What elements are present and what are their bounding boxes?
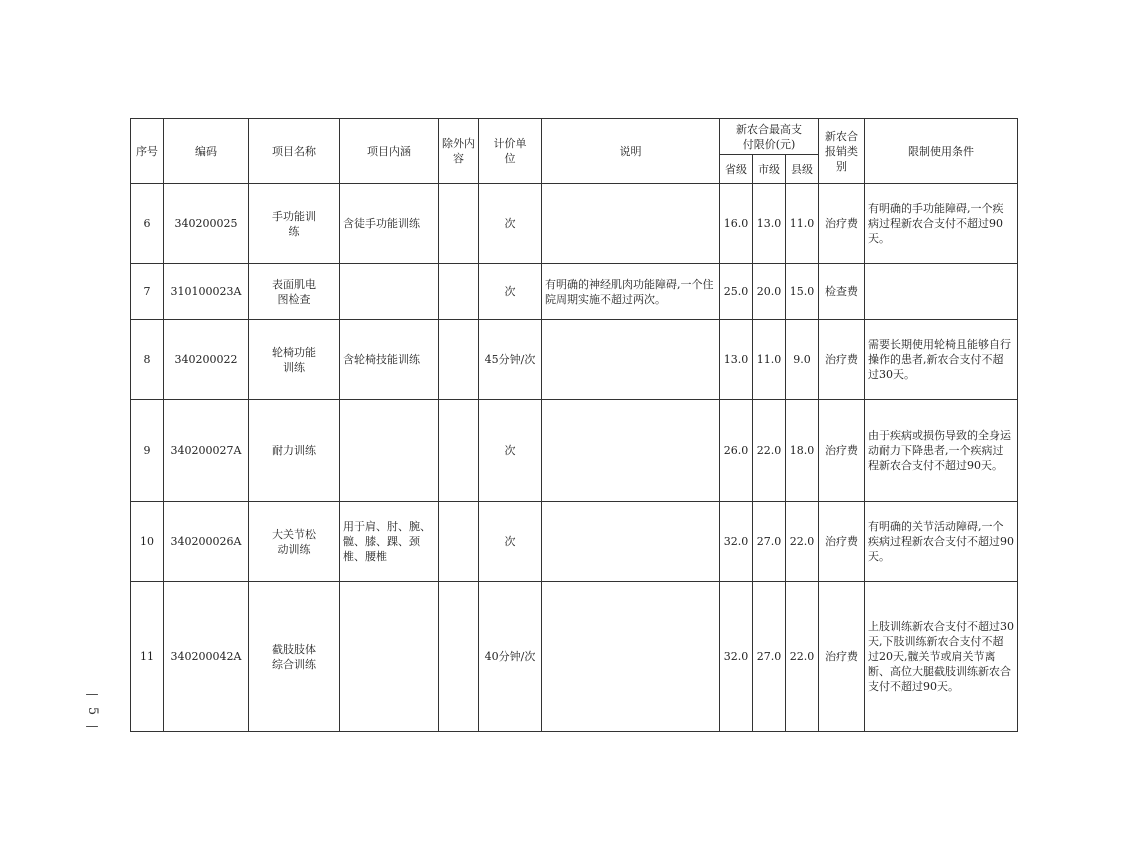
cell-note bbox=[542, 320, 720, 400]
cell-name: 耐力训练 bbox=[249, 400, 340, 502]
cell-code: 340200027A bbox=[164, 400, 249, 502]
cell-city: 22.0 bbox=[753, 400, 786, 502]
cell-content bbox=[340, 264, 439, 320]
header-restriction: 限制使用条件 bbox=[865, 119, 1018, 184]
cell-category: 检查费 bbox=[819, 264, 865, 320]
cell-city: 11.0 bbox=[753, 320, 786, 400]
cell-city: 20.0 bbox=[753, 264, 786, 320]
cell-seq: 8 bbox=[131, 320, 164, 400]
cell-county: 22.0 bbox=[786, 502, 819, 582]
cell-content bbox=[340, 582, 439, 732]
cell-province: 32.0 bbox=[720, 502, 753, 582]
cell-note bbox=[542, 502, 720, 582]
cell-note bbox=[542, 582, 720, 732]
header-category: 新农合报销类别 bbox=[819, 119, 865, 184]
cell-city: 13.0 bbox=[753, 184, 786, 264]
cell-name: 手功能训练 bbox=[249, 184, 340, 264]
cell-unit: 次 bbox=[479, 502, 542, 582]
cell-province: 13.0 bbox=[720, 320, 753, 400]
cell-province: 32.0 bbox=[720, 582, 753, 732]
table-row bbox=[131, 320, 1018, 400]
cell-seq: 10 bbox=[131, 502, 164, 582]
table-row bbox=[131, 264, 1018, 320]
cell-category: 治疗费 bbox=[819, 320, 865, 400]
cell-note bbox=[542, 400, 720, 502]
cell-exclusion bbox=[439, 184, 479, 264]
cell-restriction: 有明确的手功能障碍,一个疾病过程新农合支付不超过90天。 bbox=[865, 184, 1018, 264]
cell-county: 18.0 bbox=[786, 400, 819, 502]
table-row bbox=[131, 184, 1018, 264]
header-province: 省级 bbox=[720, 155, 753, 184]
cell-note bbox=[542, 184, 720, 264]
cell-unit: 次 bbox=[479, 400, 542, 502]
cell-name: 截肢肢体综合训练 bbox=[249, 582, 340, 732]
cell-category: 治疗费 bbox=[819, 502, 865, 582]
header-exclusion: 除外内容 bbox=[439, 119, 479, 184]
cell-restriction: 由于疾病或损伤导致的全身运动耐力下降患者,一个疾病过程新农合支付不超过90天。 bbox=[865, 400, 1018, 502]
cell-name: 轮椅功能训练 bbox=[249, 320, 340, 400]
cell-exclusion bbox=[439, 264, 479, 320]
cell-seq: 7 bbox=[131, 264, 164, 320]
header-county: 县级 bbox=[786, 155, 819, 184]
cell-seq: 9 bbox=[131, 400, 164, 502]
cell-province: 16.0 bbox=[720, 184, 753, 264]
header-name: 项目名称 bbox=[249, 119, 340, 184]
cell-unit: 次 bbox=[479, 184, 542, 264]
fee-table bbox=[130, 118, 1018, 732]
cell-name: 大关节松动训练 bbox=[249, 502, 340, 582]
cell-city: 27.0 bbox=[753, 502, 786, 582]
header-unit: 计价单位 bbox=[479, 119, 542, 184]
cell-exclusion bbox=[439, 320, 479, 400]
header-price-limit: 新农合最高支付限价(元) bbox=[720, 119, 819, 155]
cell-code: 340200025 bbox=[164, 184, 249, 264]
cell-province: 25.0 bbox=[720, 264, 753, 320]
cell-unit: 45分钟/次 bbox=[479, 320, 542, 400]
cell-content: 用于肩、肘、腕、髋、膝、踝、颈椎、腰椎 bbox=[340, 502, 439, 582]
cell-county: 9.0 bbox=[786, 320, 819, 400]
table-row bbox=[131, 582, 1018, 732]
cell-county: 11.0 bbox=[786, 184, 819, 264]
cell-seq: 6 bbox=[131, 184, 164, 264]
cell-note: 有明确的神经肌肉功能障碍,一个住院周期实施不超过两次。 bbox=[542, 264, 720, 320]
cell-code: 340200042A bbox=[164, 582, 249, 732]
cell-city: 27.0 bbox=[753, 582, 786, 732]
header-code: 编码 bbox=[164, 119, 249, 184]
page-dash-bottom: — bbox=[85, 719, 99, 734]
page-dash-top: — bbox=[85, 687, 99, 702]
cell-content: 含徒手功能训练 bbox=[340, 184, 439, 264]
page-number-value: 5 bbox=[85, 706, 100, 716]
cell-code: 340200022 bbox=[164, 320, 249, 400]
cell-content bbox=[340, 400, 439, 502]
header-note: 说明 bbox=[542, 119, 720, 184]
cell-unit: 次 bbox=[479, 264, 542, 320]
cell-restriction: 有明确的关节活动障碍,一个疾病过程新农合支付不超过90天。 bbox=[865, 502, 1018, 582]
cell-unit: 40分钟/次 bbox=[479, 582, 542, 732]
cell-seq: 11 bbox=[131, 582, 164, 732]
header-content: 项目内涵 bbox=[340, 119, 439, 184]
cell-restriction: 上肢训练新农合支付不超过30天,下肢训练新农合支付不超过20天,髋关节或肩关节离断、高位大腿截肢训练新农合支付不超过90天。 bbox=[865, 582, 1018, 732]
cell-category: 治疗费 bbox=[819, 184, 865, 264]
cell-category: 治疗费 bbox=[819, 400, 865, 502]
cell-content: 含轮椅技能训练 bbox=[340, 320, 439, 400]
cell-restriction bbox=[865, 264, 1018, 320]
header-seq: 序号 bbox=[131, 119, 164, 184]
cell-county: 15.0 bbox=[786, 264, 819, 320]
header-city: 市级 bbox=[753, 155, 786, 184]
cell-exclusion bbox=[439, 502, 479, 582]
cell-restriction: 需要长期使用轮椅且能够自行操作的患者,新农合支付不超过30天。 bbox=[865, 320, 1018, 400]
cell-code: 340200026A bbox=[164, 502, 249, 582]
table-row bbox=[131, 400, 1018, 502]
page-number bbox=[80, 688, 104, 734]
cell-exclusion bbox=[439, 582, 479, 732]
cell-exclusion bbox=[439, 400, 479, 502]
cell-county: 22.0 bbox=[786, 582, 819, 732]
cell-name: 表面肌电图检查 bbox=[249, 264, 340, 320]
table-row bbox=[131, 502, 1018, 582]
cell-code: 310100023A bbox=[164, 264, 249, 320]
cell-province: 26.0 bbox=[720, 400, 753, 502]
cell-category: 治疗费 bbox=[819, 582, 865, 732]
